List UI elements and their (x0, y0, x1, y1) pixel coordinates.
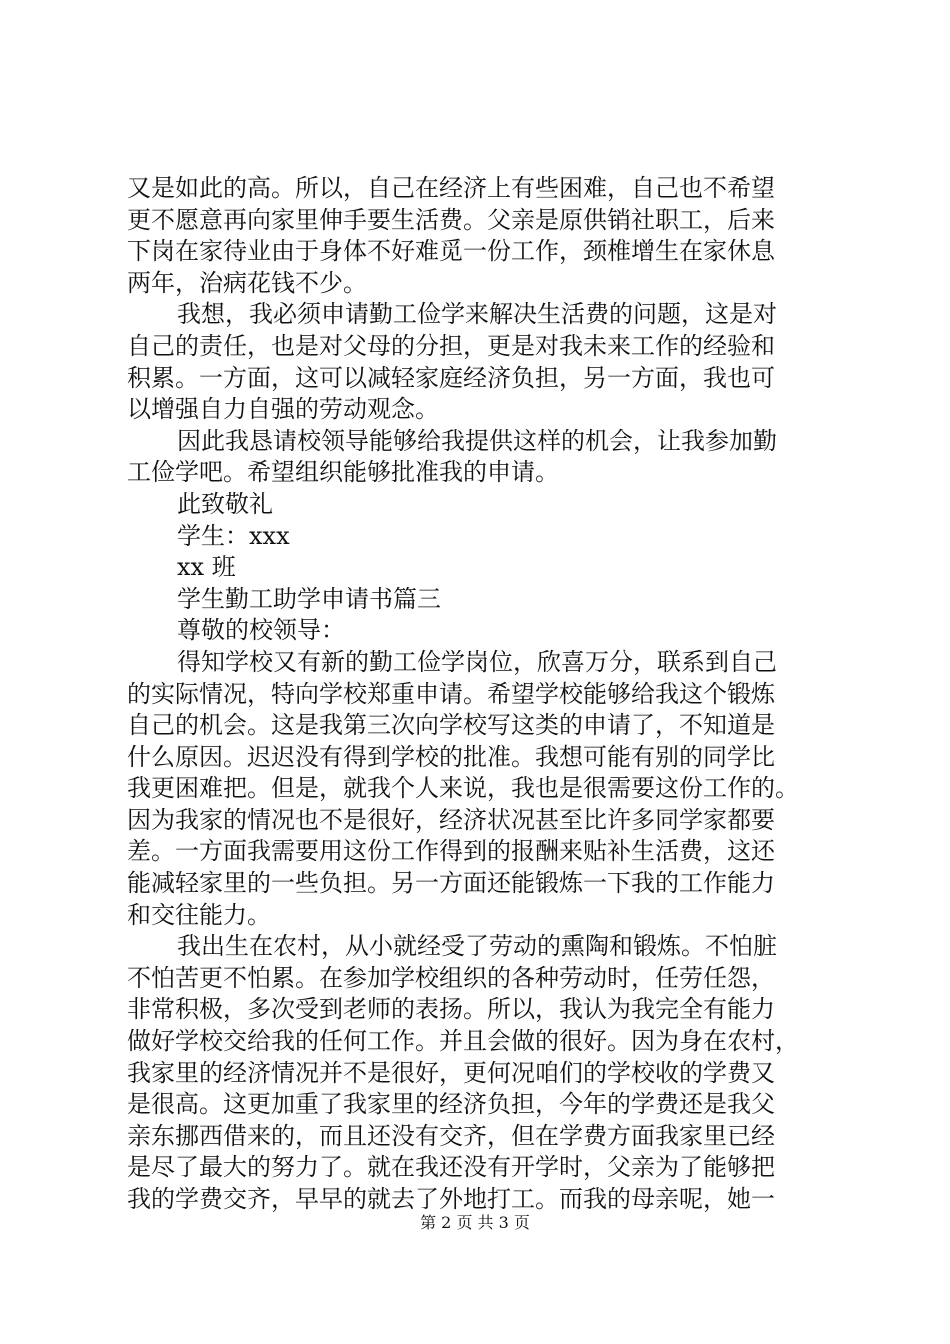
text-line: 因此我恳请校领导能够给我提供这样的机会，让我参加勤 (177, 426, 777, 455)
text-line: 自己的责任，也是对父母的分担，更是对我未来工作的经验和 (127, 331, 775, 360)
text-line: 因为我家的情况也不是很好，经济状况甚至比许多同学家都要 (127, 805, 775, 834)
text-line: 更不愿意再向家里伸手要生活费。父亲是原供销社职工，后来 (127, 205, 775, 234)
text-line: 工俭学吧。希望组织能够批准我的申请。 (127, 458, 559, 487)
text-line: 我想，我必须申请勤工俭学来解决生活费的问题，这是对 (177, 300, 777, 329)
text-line: 和交往能力。 (127, 900, 271, 929)
text-line: 又是如此的高。所以，自己在经济上有些困难，自己也不希望 (127, 174, 775, 202)
text-line: 能减轻家里的一些负担。另一方面还能锻炼一下我的工作能力 (127, 869, 775, 898)
text-line: 我的学费交齐，早早的就去了外地打工。而我的母亲呢，她一 (127, 1185, 775, 1213)
text-line: 做好学校交给我的任何工作。并且会做的很好。因为身在农村， (127, 1027, 799, 1056)
text-line: 学生勤工助学申请书篇三 (177, 584, 441, 613)
text-line: 下岗在家待业由于身体不好难觅一份工作，颈椎增生在家休息 (127, 237, 775, 266)
text-line: 学生：xxx (177, 521, 290, 550)
text-line: 得知学校又有新的勤工俭学岗位，欣喜万分，联系到自己 (177, 647, 777, 676)
text-line: 以增强自力自强的劳动观念。 (127, 395, 439, 424)
page-footer: 第 2 页 共 3 页 (420, 1213, 530, 1232)
text-line: 非常积极，多次受到老师的表扬。所以，我认为我完全有能力 (127, 995, 775, 1024)
text-line: 积累。一方面，这可以减轻家庭经济负担，另一方面，我也可 (127, 363, 775, 392)
text-line: 尊敬的校领导： (177, 616, 345, 645)
text-line: 我出生在农村，从小就经受了劳动的熏陶和锻炼。不怕脏 (177, 932, 777, 961)
text-line: 两年，治病花钱不少。 (127, 268, 367, 297)
text-line: 亲东挪西借来的，而且还没有交齐，但在学费方面我家里已经 (127, 1121, 775, 1150)
document-body (127, 173, 827, 1216)
text-line: 是很高。这更加重了我家里的经济负担，今年的学费还是我父 (127, 1090, 775, 1119)
text-line: 差。一方面我需要用这份工作得到的报酬来贴补生活费，这还 (127, 837, 775, 866)
text-line: 什么原因。迟迟没有得到学校的批准。我想可能有别的同学比 (127, 742, 775, 771)
text-line: 此致敬礼 (177, 489, 273, 518)
text-line: 我家里的经济情况并不是很好，更何况咱们的学校收的学费又 (127, 1058, 775, 1087)
text-line: 自己的机会。这是我第三次向学校写这类的申请了，不知道是 (127, 711, 775, 740)
text-line: 的实际情况，特向学校郑重申请。希望学校能够给我这个锻炼 (127, 679, 775, 708)
text-line: 是尽了最大的努力了。就在我还没有开学时，父亲为了能够把 (127, 1153, 775, 1182)
text-line: xx 班 (177, 553, 236, 582)
text-line: 我更困难把。但是，就我个人来说，我也是很需要这份工作的。 (127, 774, 799, 803)
text-line: 不怕苦更不怕累。在参加学校组织的各种劳动时，任劳任怨， (127, 963, 775, 992)
